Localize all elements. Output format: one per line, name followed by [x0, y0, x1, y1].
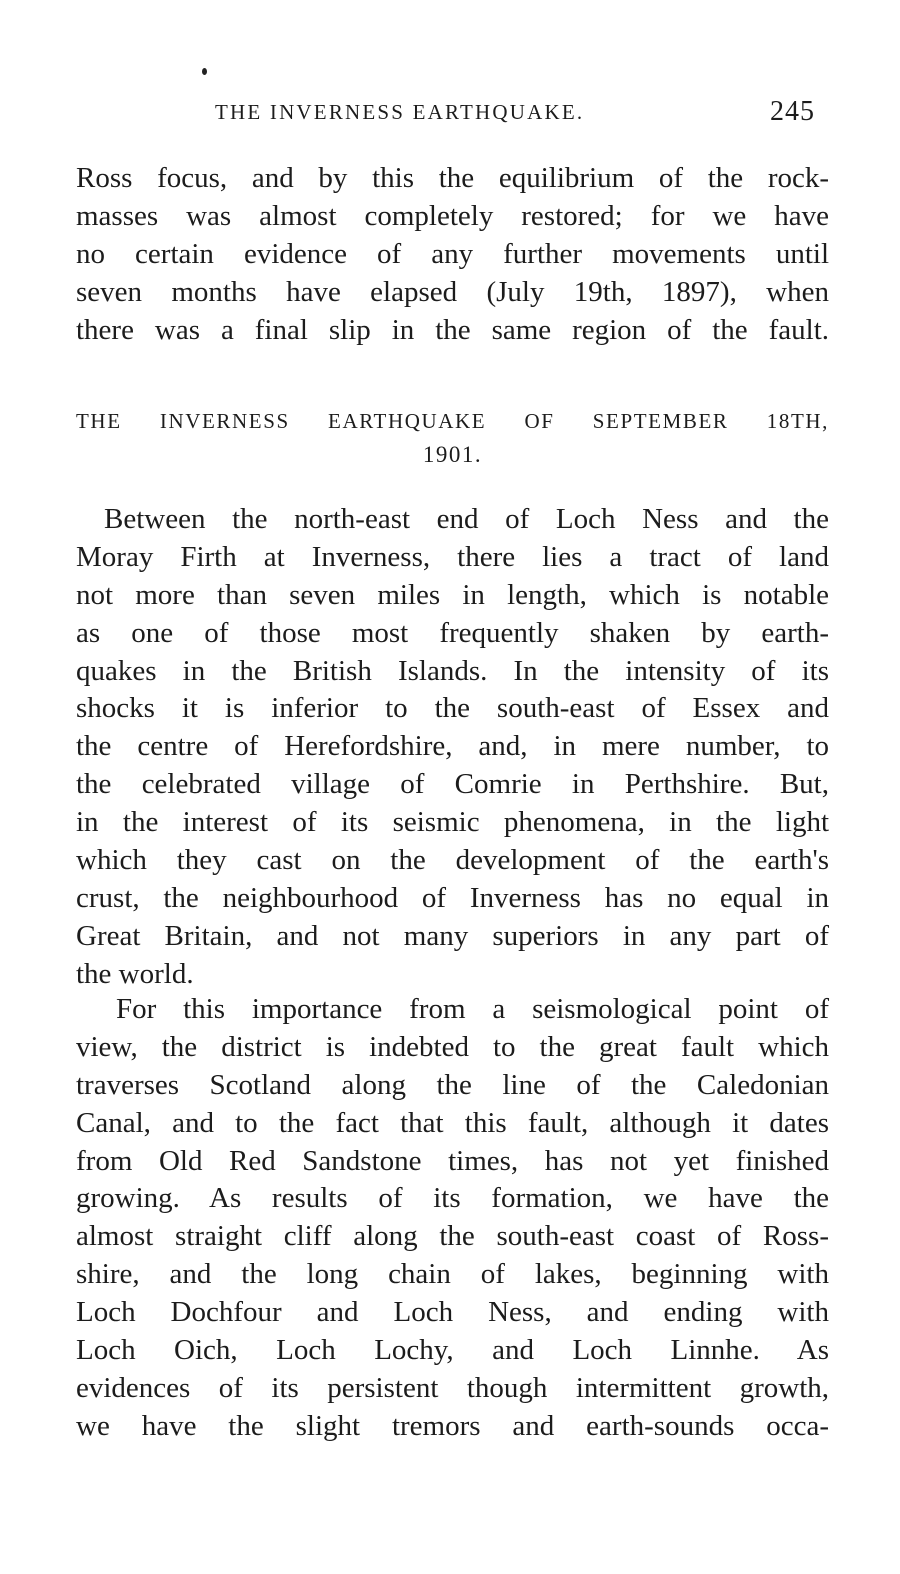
text-line: Moray Firth at Inverness, there lies a tract of land: [76, 540, 829, 573]
text-line: Canal, and to the fact that this fault, although it dates: [76, 1106, 829, 1139]
text-line: from Old Red Sandstone times, has not yet finished: [76, 1144, 829, 1177]
text-line: Great Britain, and not many superiors in any part of: [76, 919, 829, 952]
section-heading-line-2: 1901.: [422, 442, 483, 467]
section-heading-line-1: THE INVERNESS EARTHQUAKE OF SEPTEMBER 18TH,: [76, 409, 829, 433]
text-line: almost straight cliff along the south-east coast of Ross-: [76, 1220, 829, 1253]
text-line: Loch Dochfour and Loch Ness, and ending with: [76, 1296, 829, 1329]
text-line: shire, and the long chain of lakes, beginning with: [76, 1258, 829, 1291]
text-line: Between the north-east end of Loch Ness and the: [104, 503, 829, 535]
text-line: shocks it is inferior to the south-east of Essex and: [76, 692, 829, 725]
text-line: masses was almost completely restored; for we have: [76, 199, 829, 232]
page-number: 245: [770, 96, 815, 127]
text-line: as one of those most frequently shaken by earth-: [76, 616, 829, 649]
text-line: we have the slight tremors and earth-sounds occa-: [76, 1409, 829, 1442]
section-heading: [76, 404, 829, 472]
text-line: evidences of its persistent though intermittent growth,: [76, 1371, 829, 1404]
running-title: THE INVERNESS EARTHQUAKE.: [215, 100, 585, 124]
paragraph-great-fault: [76, 991, 829, 1446]
text-line: there was a final slip in the same region of the fault.: [76, 313, 829, 346]
print-speck: [202, 68, 207, 75]
text-line: no certain evidence of any further movements until: [76, 237, 829, 270]
text-line: quakes in the British Islands. In the intensity of its: [76, 654, 829, 687]
text-line: crust, the neighbourhood of Inverness has no equal in: [76, 881, 829, 914]
paragraph-continued: [76, 160, 829, 349]
text-line: growing. As results of its formation, we have the: [76, 1182, 829, 1215]
paragraph-loch-ness: [76, 501, 829, 994]
text-line: seven months have elapsed (July 19th, 1897), when: [76, 275, 829, 308]
text-line: For this importance from a seismological point of: [116, 993, 829, 1025]
text-line: which they cast on the development of the earth's: [76, 844, 829, 877]
text-line: Ross focus, and by this the equilibrium of the rock-: [76, 162, 829, 194]
text-line: traverses Scotland along the line of the Caledonian: [76, 1068, 829, 1101]
text-line: the celebrated village of Comrie in Perthshire. But,: [76, 768, 829, 801]
text-line: not more than seven miles in length, which is notable: [76, 578, 829, 611]
text-line: Loch Oich, Loch Lochy, and Loch Linnhe. As: [76, 1334, 829, 1367]
text-line: the centre of Herefordshire, and, in mere number, to: [76, 730, 829, 763]
text-line: view, the district is indebted to the great fault which: [76, 1030, 829, 1063]
text-line: the world.: [76, 957, 194, 990]
text-line: in the interest of its seismic phenomena, in the light: [76, 806, 829, 839]
